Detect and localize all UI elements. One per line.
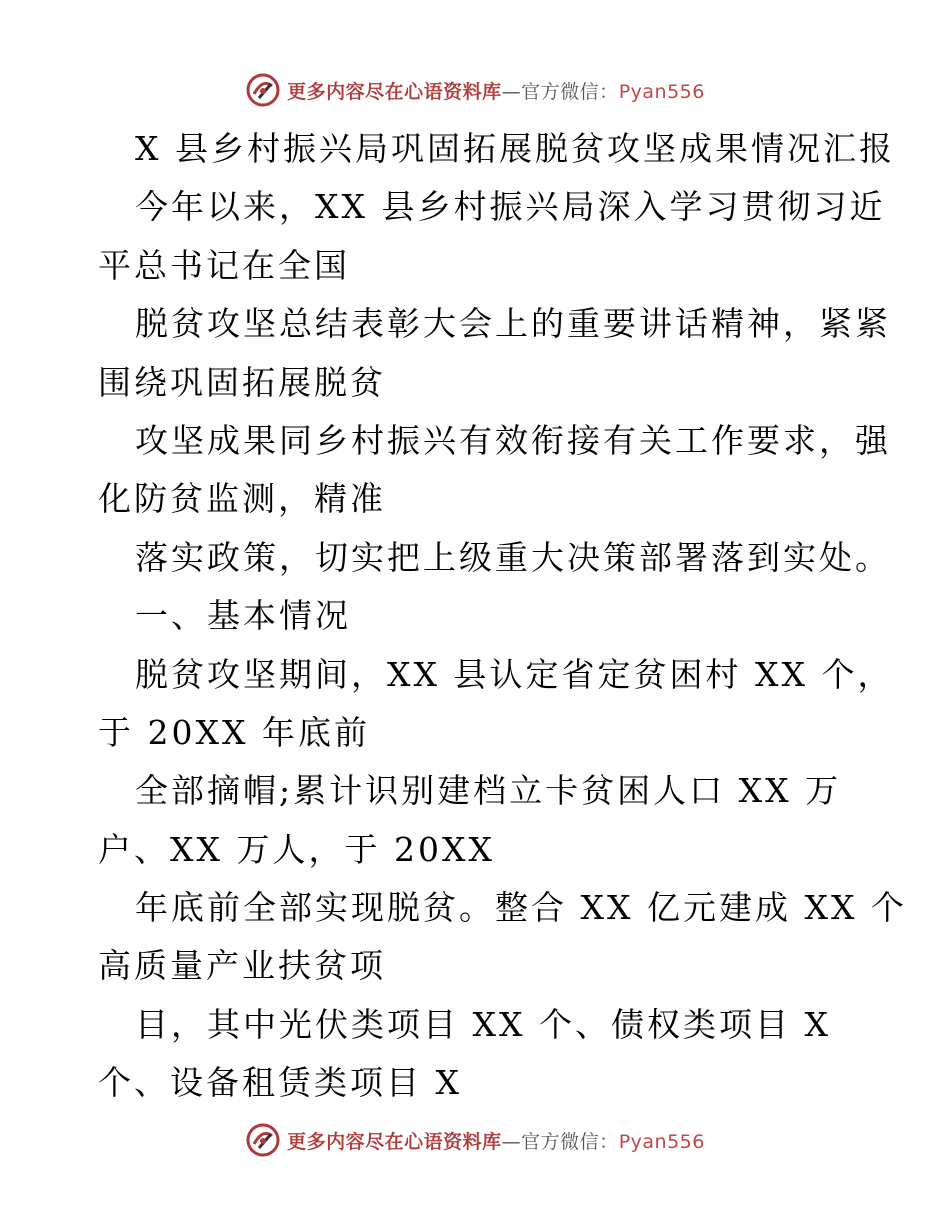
paragraph-line: 年底前全部实现脱贫。整合 XX 亿元建成 XX 个	[135, 888, 907, 928]
paragraph-line: 于 20XX 年底前	[98, 712, 370, 752]
section-heading: 一、基本情况	[135, 596, 351, 636]
paragraph-line: 高质量产业扶贫项	[98, 946, 386, 986]
paragraph-line: 化防贫监测，精准	[98, 479, 386, 519]
paragraph-line: 全部摘帽;累计识别建档立卡贫困人口 XX 万	[135, 771, 842, 811]
document-body	[98, 120, 907, 1113]
watermark-logo-icon	[245, 1122, 281, 1158]
watermark-main-text: 更多内容尽在心语资料库	[287, 80, 502, 103]
paragraph-line: 攻坚成果同乡村振兴有效衔接有关工作要求，强	[135, 420, 891, 460]
paragraph-line: 围绕巩固拓展脱贫	[98, 362, 386, 402]
watermark-wechat-id: Pyan556	[618, 80, 705, 103]
watermark-separator: —	[501, 1130, 522, 1153]
watermark-text	[287, 77, 705, 104]
watermark-wechat-label: 官方微信：	[521, 80, 619, 103]
paragraph-line: 脱贫攻坚总结表彰大会上的重要讲话精神，紧紧	[135, 304, 891, 344]
watermark-main-text: 更多内容尽在心语资料库	[287, 1130, 502, 1153]
watermark-logo-icon	[245, 72, 281, 108]
watermark-separator: —	[501, 80, 522, 103]
paragraph-line: 平总书记在全国	[98, 245, 350, 285]
document-title: X 县乡村振兴局巩固拓展脱贫攻坚成果情况汇报	[135, 129, 895, 168]
paragraph-line: 脱贫攻坚期间，XX 县认定省定贫困村 XX 个，	[135, 654, 894, 694]
footer-watermark	[0, 1120, 950, 1160]
paragraph-line: 今年以来，XX 县乡村振兴局深入学习贯彻习近	[135, 187, 886, 227]
paragraph-line: 户、XX 万人，于 20XX	[98, 829, 495, 869]
paragraph-line: 落实政策，切实把上级重大决策部署落到实处。	[135, 537, 891, 577]
header-watermark	[0, 70, 950, 110]
watermark-wechat-id: Pyan556	[618, 1130, 705, 1153]
watermark-text	[287, 1127, 705, 1154]
paragraph-line: 个、设备租赁类项目 X	[98, 1063, 462, 1103]
paragraph-line: 目，其中光伏类项目 XX 个、债权类项目 X	[135, 1004, 831, 1044]
watermark-wechat-label: 官方微信：	[521, 1130, 619, 1153]
